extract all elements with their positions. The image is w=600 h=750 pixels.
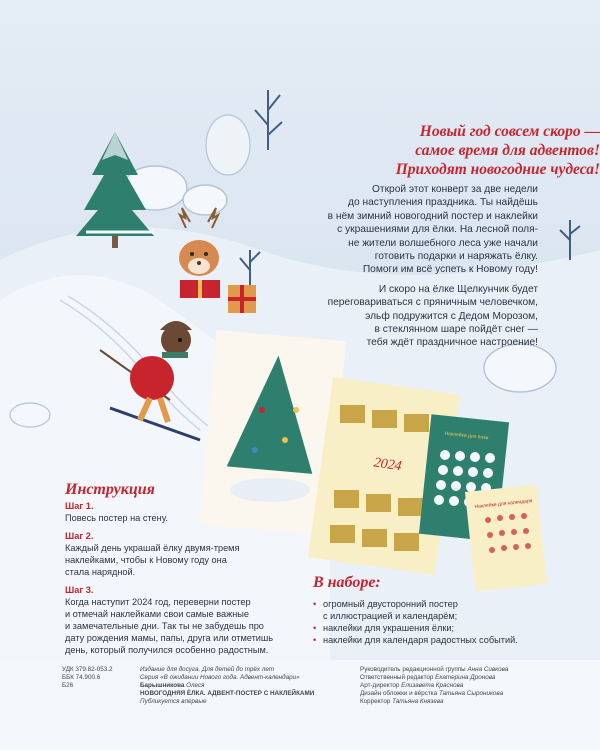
footer-author: Барышникова Олеся [140, 682, 205, 689]
footer-book-title: НОВОГОДНЯЯ ЁЛКА. АДВЕНТ-ПОСТЕР С НАКЛЕЙКАМИ [140, 690, 315, 697]
sticker-sheet-2-title: Наклейки для календаря [474, 498, 533, 511]
snow-bush [206, 115, 250, 175]
kit-item: • наклейки для календаря радостных событий. [313, 634, 573, 646]
intro-paragraph-1: Открой этот конверт за две недели до наступления праздника. Ты найдёшь в нём зимний новогодний постер и наклейки с украшениями для ёлки. На лесной поля- не жители волшебного леса уже начали готовить подарки и наряжать ёлку. Помоги им всё успеть к Новому году! [327, 184, 538, 276]
kit-title: В наборе: [313, 574, 381, 591]
step-2-title: Шаг 2. [65, 531, 94, 541]
instructions-steps [65, 500, 295, 660]
intro-paragraph-2: И скоро на ёлке Щелкунчик будет переговариваться с пряничным человечком, эльф подружится с Дедом Морозом, в стеклянном шаре пойдёт снег — тебя ждёт праздничное настроение! [327, 283, 538, 349]
instructions-title: Инструкция [65, 481, 155, 498]
headline-line-1: Новый год совсем скоро — [419, 123, 600, 140]
step-3 [65, 584, 295, 656]
gift-box-ribbon [198, 280, 202, 298]
step-2 [65, 530, 295, 578]
imprint-footer [0, 662, 600, 750]
intro-text [300, 183, 538, 356]
snow-bush [183, 185, 227, 215]
headline [308, 122, 600, 179]
calendar-year: 2024 [372, 455, 403, 475]
footer-classification: УДК 379.82-053.2 ББК 74.900.6 Б26 [62, 666, 113, 689]
kit-item: • наклейки для украшения ёлки; [313, 622, 573, 634]
sticker-sheet-title: Наклейки для ёлки [444, 430, 489, 442]
headline-line-3: Приходят новогодние чудеса! [395, 161, 600, 178]
step-3-text: Когда наступит 2024 год, переверни постер и отмечай наклейками свои самые важные и замечательные дни. Так ты не забудешь про дату рождения мамы, папы, друга или отметишь день, который получился особенно радостным. [65, 597, 274, 655]
step-1 [65, 500, 295, 524]
footer-credits: Руководитель редакционной группы Анна Сивкова Ответственный редактор Екатерина Дронова Арт-директор Елизавета Краснова Дизайн обложки и вёрстка Татьяна Сыроникова Корректор Татьяна Князева [360, 666, 509, 705]
footer-publication-info: Издание для досуга. Для детей до трёх лет Серия «В ожидании Нового года. Адвент-календари» Барышникова Олеся НОВОГОДНЯЯ ЁЛКА. АДВЕНТ-ПОСТЕР С НАКЛЕЙКАМИ Публикуется впервые [140, 666, 315, 705]
headline-line-2: самое время для адвентов! [415, 142, 600, 159]
kit-item: • огромный двусторонний постер с иллюстрацией и календарём; [313, 598, 573, 622]
step-2-text: Каждый день украшай ёлку двумя-тремя наклейками, чтобы к Новому году она стала нарядной. [65, 543, 240, 577]
kit-list [313, 598, 573, 646]
snow-bush [10, 403, 50, 427]
step-1-text: Повесь постер на стену. [65, 513, 168, 523]
step-1-title: Шаг 1. [65, 501, 94, 511]
step-3-title: Шаг 3. [65, 585, 94, 595]
